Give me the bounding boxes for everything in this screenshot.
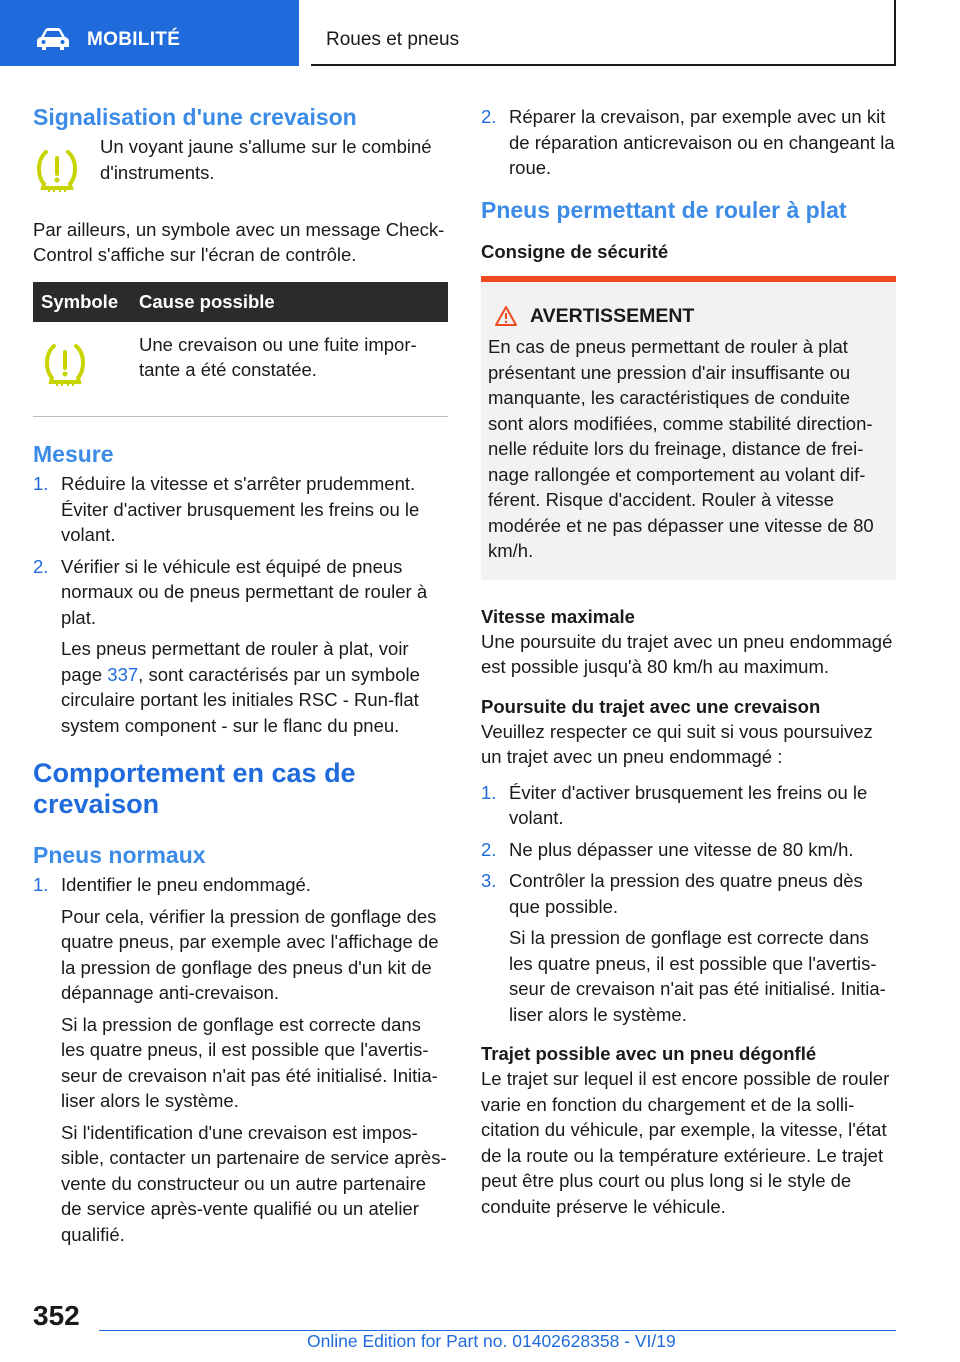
edition-label: Online Edition for Part no. 01402628358 - VI/19 <box>307 1331 676 1351</box>
list-item <box>481 837 896 863</box>
step-note: Si la pression de gonflage est correcte dans les quatre pneus, il est possible que l'avertisseur de crevaison n'ait pas été initialisé. Initialiser alors le système. <box>509 927 886 1025</box>
section-title: MOBILITÉ <box>87 29 181 50</box>
step-number: 2. <box>33 555 49 577</box>
signal-row <box>33 134 448 199</box>
step-text: Identifier le pneu endommagé. <box>61 874 311 895</box>
step-note-start: Les pneus permettant de rouler à plat, voir page <box>61 638 409 685</box>
mesure-list <box>33 471 448 738</box>
warning-title: AVERTISSEMENT <box>530 304 695 327</box>
step-number: 2. <box>481 838 497 860</box>
step-number: 1. <box>33 874 49 895</box>
vitesse-max-heading: Vitesse maximale <box>481 605 635 627</box>
page-link[interactable]: 337 <box>107 663 139 685</box>
step-text: Réparer la crevaison, par exemple avec un kit de réparation anticrevaison ou en changeant la roue. <box>509 106 895 178</box>
comportement-heading: Comportement en cas de crevaison <box>33 758 356 819</box>
step-text: Vérifier si le véhicule est équipé de pneus normaux ou de pneus permettant de rouler à plat. <box>61 555 428 628</box>
table-symbol-cell <box>33 322 129 417</box>
step-note: Pour cela, vérifier la pression de gonflage des quatre pneus, par exemple avec l'affichage de la pression de gonflage des pneus d'un kit de dépannage anti-crevaison. <box>61 905 439 1003</box>
cause-column-header: Cause possible <box>129 282 448 322</box>
warning-box <box>481 276 896 580</box>
step-number: 2. <box>481 106 497 127</box>
tire-pressure-warning-icon <box>33 134 100 199</box>
trajet-text: Le trajet sur lequel il est encore possible de rouler varie en fonction du chargement et de la sollicitation du véhicule, par exemple, la vitesse, l'état de la route ou la température extérieure. Le trajet peut être plus court ou plus long si le style de conduite préserve le véhicule. <box>481 1068 890 1217</box>
warning-triangle-icon <box>494 305 518 327</box>
list-item <box>33 471 448 548</box>
step-text: Ne plus dépasser une vitesse de 80 km/h. <box>509 838 854 860</box>
signal-heading: Signalisation d'une crevaison <box>33 104 357 130</box>
step-text: Réduire la vitesse et s'arrêter prudemment. Éviter d'activer brusquement les freins ou le volant. <box>61 473 420 545</box>
signal-text: Un voyant jaune s'allume sur le combiné d'instruments. <box>100 136 432 183</box>
runflat-heading: Pneus permettant de rouler à plat <box>481 196 847 223</box>
right-column <box>481 102 896 1219</box>
table-row <box>33 322 448 417</box>
step-note: Si la pression de gonflage est correcte dans les quatre pneus, il est possible que l'avertisseur de crevaison n'ait pas été initialisé. Initialiser alors le système. <box>61 1013 438 1111</box>
list-item <box>33 872 448 1247</box>
safety-heading: Consigne de sécurité <box>481 240 669 262</box>
step-note: Si l'identification d'une crevaison est impossible, contacter un partenaire de service après-vente du constructeur ou un autre partenaire de service après-vente qualifié ou un atelier qualifié. <box>61 1121 447 1245</box>
left-column <box>33 102 448 1253</box>
list-item <box>481 868 896 1027</box>
chapter-tab <box>311 0 896 66</box>
car-icon <box>36 27 70 51</box>
page-number: 352 <box>33 1300 80 1331</box>
step-note <box>61 636 448 738</box>
list-item <box>481 104 896 181</box>
step-text: Contrôler la pression des quatre pneus dès que possible. <box>509 870 863 917</box>
step-note-end: , sont caractérisés par un symbole circulaire portant les initiales RSC - Run-flat system component - sur le flanc du pneu. <box>61 663 420 736</box>
mesure-heading: Mesure <box>33 441 114 467</box>
warning-title-row <box>488 304 888 330</box>
pneus-normaux-list <box>33 872 448 1247</box>
pneus-normaux-heading: Pneus normaux <box>33 842 206 868</box>
step-number: 1. <box>33 473 49 494</box>
poursuite-list <box>481 780 896 1028</box>
trajet-heading: Trajet possible avec un pneu dégonflé <box>481 1043 817 1064</box>
step-number: 3. <box>481 870 497 891</box>
tire-pressure-warning-icon <box>41 342 89 386</box>
chapter-title: Roues et pneus <box>326 29 460 50</box>
vitesse-max-text: Une poursuite du trajet avec un pneu endommagé est possible jusqu'à 80 km/h au maximum. <box>481 630 893 677</box>
section-tab <box>0 0 299 66</box>
symbol-table <box>33 282 448 418</box>
mesure-list-continued <box>481 104 896 181</box>
list-item <box>481 780 896 831</box>
list-item <box>33 554 448 739</box>
table-cause-cell: Une crevaison ou une fuite importante a été constatée. <box>129 322 448 417</box>
warning-text: En cas de pneus permettant de rouler à plat présentant une pression d'air insuffisante ou manquante, les caractéristiques de conduite sont alors modifiées, comme stabilité directionnelle réduite lors du freinage, distance de freinage rallongée et comportement au volant différent. Risque d'accident. Rouler à vitesse modérée et ne pas dépasser une vitesse de 80 km/h. <box>488 336 874 561</box>
step-number: 1. <box>481 781 497 803</box>
poursuite-text: Veuillez respecter ce qui suit si vous poursuivez un trajet avec un pneu endommagé : <box>481 720 873 767</box>
signal-paragraph: Par ailleurs, un symbole avec un message Check-Control s'affiche sur l'écran de contrôle. <box>33 218 445 265</box>
symbol-column-header: Symbole <box>33 282 129 322</box>
poursuite-heading: Poursuite du trajet avec une crevaison <box>481 695 821 717</box>
step-text: Éviter d'activer brusquement les freins ou le volant. <box>509 781 868 828</box>
